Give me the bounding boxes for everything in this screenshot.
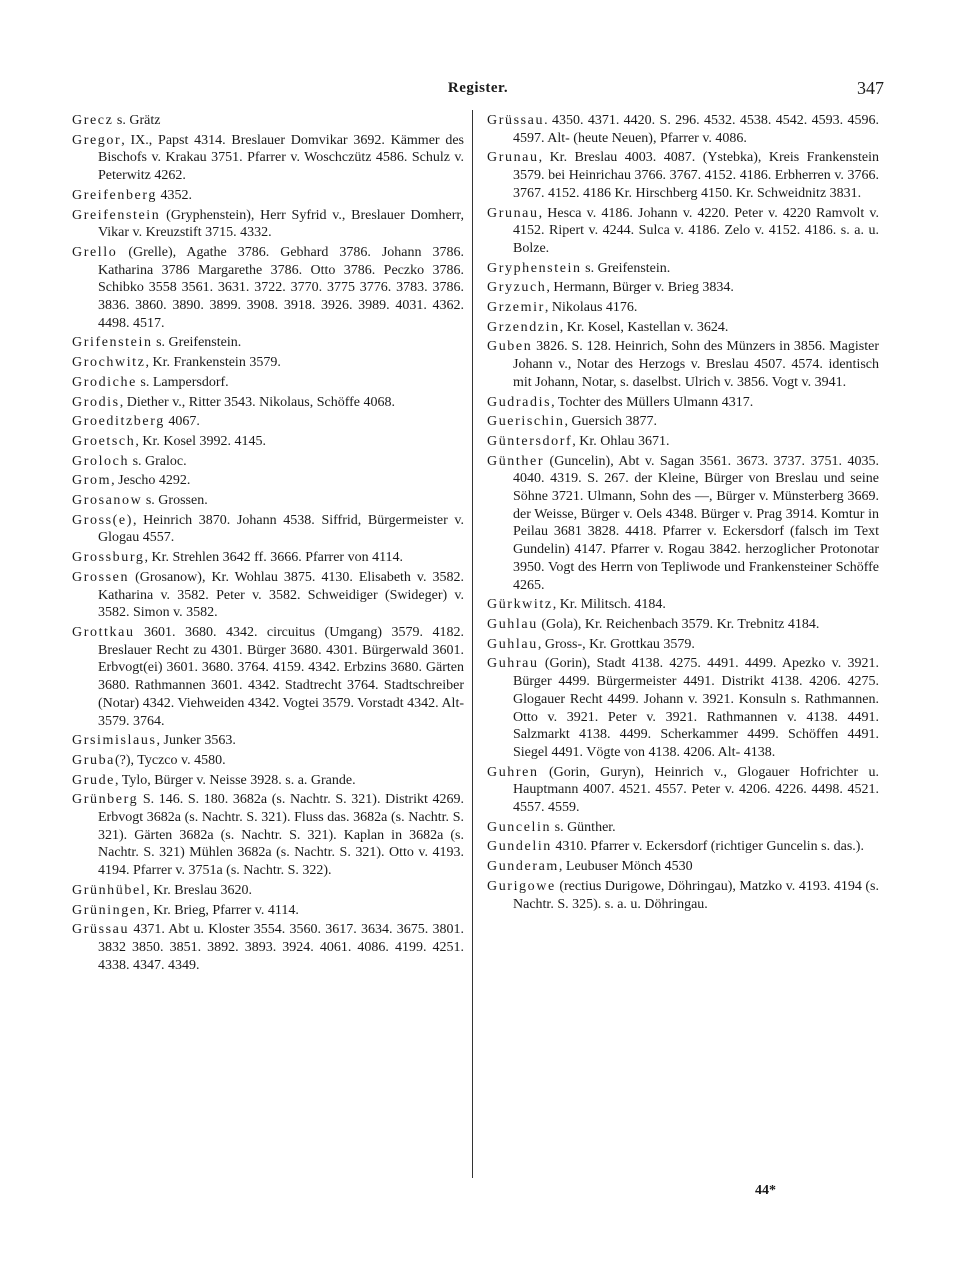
index-headword: Grunau	[487, 150, 539, 166]
index-entry	[72, 394, 464, 412]
index-entry	[487, 764, 879, 817]
index-entry	[72, 187, 464, 205]
index-entry	[487, 413, 879, 431]
index-references: , Guersich 3877.	[564, 414, 657, 430]
index-entry	[487, 112, 879, 147]
index-headword: Gudradis	[487, 394, 552, 410]
index-references: , Gross-, Kr. Grottkau 3579.	[537, 636, 695, 652]
index-entry	[487, 149, 879, 202]
index-references: , Kr. Ohlau 3671.	[572, 433, 670, 449]
index-headword: Grzemir	[487, 300, 545, 316]
index-headword: Guhrau	[487, 656, 539, 672]
index-headword: Gryphenstein	[487, 260, 582, 276]
page-header	[72, 78, 884, 102]
index-references: (Guncelin), Abt v. Sagan 3561. 3673. 3737. 3751. 4035. 4040. 4319. S. 267. der Kleine, Bürger von Breslau und seine Söhne 3721. Ulmann, Sohn des —, Bürger v. Münsterberg 3669. der Weisse, Bürger v. Oels 4348. Bürger v. Prag 3914. Komtur in Peilau 3681 3828. 4418. Pfarrer v. Eckersdorf (falsch im Text Gundelin) 4147. Pfarrer v. Rogau 3842. herzoglicher Protonotar 3950. Vogt des Herrn von Tepliwode und Frankensteiner Schöffe 4265.	[513, 453, 879, 593]
index-headword: Guben	[487, 339, 533, 355]
index-references: 4352.	[156, 187, 192, 203]
index-entry	[72, 207, 464, 242]
index-entry	[487, 394, 879, 412]
index-references: (?), Tyczco v. 4580.	[115, 752, 226, 768]
right-column	[487, 112, 879, 915]
index-references: s. Greifenstein.	[152, 335, 242, 351]
index-headword: Groloch	[72, 453, 130, 469]
left-column	[72, 112, 464, 976]
index-references: , Kr. Kosel, Kastellan v. 3624.	[559, 319, 729, 335]
index-references: , Kr. Frankenstein 3579.	[145, 355, 281, 371]
index-headword: Grunau	[487, 205, 539, 221]
index-references: , Kr. Breslau 4003. 4087. (Ystebka), Kreis Frankenstein 3579. bei Heinrichau 3766. 3767. 4152. 4186. Erbherren v. 3766. 3767. 4152. 4186 Kr. Hirschberg 4150. Kr. Schweidnitz 3831.	[513, 150, 879, 201]
index-references: , Tylo, Bürger v. Neisse 3928. s. a. Grande.	[115, 772, 356, 788]
index-references: , Kr. Brieg, Pfarrer v. 4114.	[146, 902, 299, 918]
index-headword: Guhlau	[487, 636, 538, 652]
index-headword: Grünberg	[72, 792, 139, 808]
index-headword: Grosanow	[72, 493, 143, 509]
index-entry	[72, 132, 464, 185]
index-references: (Grosanow), Kr. Wohlau 3875. 4130. Elisabeth v. 3582. Katharina v. 3582. Peter v. 3582. Schweidiger (Swideger) v. 3582. Simon v. 3582.	[98, 569, 464, 621]
index-entry	[72, 244, 464, 333]
index-references: s. Grätz	[113, 113, 161, 128]
index-entry	[72, 354, 464, 372]
index-headword: Grünhübel	[72, 882, 147, 898]
index-references: , Kr. Breslau 3620.	[146, 882, 253, 898]
index-references: 4371. Abt u. Kloster 3554. 3560. 3617. 3634. 3675. 3801. 3832 3850. 3851. 3892. 3893. 3924. 4061. 4086. 4199. 4251. 4338. 4347. 4349.	[98, 922, 464, 973]
index-entry	[487, 858, 879, 876]
index-references: , Kr. Strehlen 3642 ff. 3666. Pfarrer von 4114.	[144, 550, 404, 566]
index-entry	[72, 772, 464, 790]
index-references: s. Günther.	[551, 819, 616, 835]
index-headword: Gurigowe	[487, 878, 556, 894]
page-number: 347	[857, 78, 884, 98]
index-headword: Groeditzberg	[72, 414, 165, 430]
signature-mark: 44*	[755, 1183, 776, 1198]
index-entry	[72, 752, 464, 770]
index-entry	[72, 374, 464, 392]
index-references: . 4350. 4371. 4420. S. 296. 4532. 4538. 4542. 4593. 4596. 4597. Alt- (heute Neuen), Pfarrer v. 4086.	[513, 113, 879, 146]
index-headword: Gunderam	[487, 859, 559, 875]
index-references: , Nikolaus 4176.	[544, 300, 638, 316]
index-references: , Diether v., Ritter 3543. Nikolaus, Schöffe 4068.	[119, 394, 396, 410]
index-references: 4067.	[164, 414, 200, 430]
index-references: 4310. Pfarrer v. Eckersdorf (richtiger Guncelin s. das.).	[551, 839, 864, 855]
index-entry	[487, 636, 879, 654]
index-entry	[72, 433, 464, 451]
index-entry	[72, 882, 464, 900]
index-references: (Grelle), Agathe 3786. Gebhard 3786. Johann 3786. Katharina 3786 Margarethe 3786. Otto 3786. Peczko 3786. Schibko 3558 3561. 3631. 3722. 3770. 3775 3776. 3783. 3786. 3836. 3860. 3890. 3899. 3908. 3918. 3926. 3989. 4031. 4362. 4498. 4517.	[98, 244, 464, 331]
index-headword: Guerischin	[487, 414, 565, 430]
index-headword: Groetsch	[72, 433, 136, 449]
index-entry	[487, 319, 879, 337]
index-headword: Grodis	[72, 394, 120, 410]
index-headword: Grsimislaus	[72, 733, 157, 749]
index-entry	[72, 921, 464, 974]
index-entry	[72, 472, 464, 490]
index-references: , Heinrich 3870. Johann 4538. Siffrid, Bürgermeister v. Glogau 4557.	[98, 512, 464, 546]
column-divider	[472, 110, 473, 1178]
index-entry	[487, 655, 879, 761]
index-headword: Gryzuch	[487, 280, 547, 296]
index-headword: Grecz	[72, 113, 114, 128]
index-references: , Hesca v. 4186. Johann v. 4220. Peter v. 4220 Ramvolt v. 4152. Ripert v. 4244. Sulca v. 4186. Zelo v. 4152. 4186. s. a. u. Bolze.	[513, 205, 879, 256]
index-entry	[487, 433, 879, 451]
index-headword: Grochwitz	[72, 355, 146, 371]
index-headword: Gürkwitz	[487, 597, 553, 613]
index-entry	[487, 260, 879, 278]
index-headword: Gross(e)	[72, 512, 134, 528]
index-headword: Grom	[72, 473, 112, 489]
index-entry	[72, 453, 464, 471]
index-headword: Grüssau	[487, 113, 545, 128]
index-references: , Hermann, Bürger v. Brieg 3834.	[546, 280, 734, 296]
index-entry	[72, 624, 464, 730]
index-references: (Gryphenstein), Herr Syfrid v., Breslauer Domherr, Vikar v. Kreuzstift 3715. 4332.	[98, 207, 464, 241]
index-references: , Leubuser Mönch 4530	[558, 859, 693, 875]
index-references: (rectius Durigowe, Döhringau), Matzko v. 4193. 4194 (s. Nachtr. S. 325). s. a. u. Döhringau.	[513, 878, 879, 912]
index-headword: Guhlau	[487, 616, 538, 632]
index-headword: Guhren	[487, 764, 539, 780]
index-entry	[487, 596, 879, 614]
index-headword: Grossburg	[72, 550, 145, 566]
index-entry	[487, 279, 879, 297]
index-references: , Tochter des Müllers Ulmann 4317.	[551, 394, 754, 410]
index-references: (Gola), Kr. Reichenbach 3579. Kr. Trebnitz 4184.	[537, 616, 820, 632]
index-entry	[487, 616, 879, 634]
index-headword: Gruba	[72, 752, 115, 768]
index-references: (Gorin), Stadt 4138. 4275. 4491. 4499. Apezko v. 3921. Bürger 4499. Bürgermeister 4491. Distrikt 4138. 4206. 4275. Glogauer Recht 4499. Johann v. 3921. Konsuln s. Rathmannen. Otto v. 3921. Peter v. 3921. Rathmannen v. 4138. 4491. Salzmarkt 4138. 4499. Scherkammer 4499. Schöffen 4491. Siegel 4491. Vögte von 4138. 4206. Alt- 4138.	[513, 656, 879, 760]
index-entry	[72, 413, 464, 431]
index-references: , Kr. Militsch. 4184.	[552, 597, 666, 613]
index-headword: Günther	[487, 453, 545, 469]
index-references: 3826. S. 128. Heinrich, Sohn des Münzers in 3856. Magister Johann v., Notar des Herzogs v. Breslau 4507. 4574. identisch mit Johann, Notar, s. daselbst. Ulrich v. 3856. Vogt v. 3941.	[513, 339, 879, 390]
index-references: , IX., Papst 4314. Breslauer Domvikar 3692. Kämmer des Bischofs v. Krakau 3751. Pfarrer v. Woschczütz 4586. Schulz v. Peterwitz 4262.	[98, 132, 464, 184]
index-entry	[487, 838, 879, 856]
index-references: s. Grossen.	[142, 493, 208, 509]
running-title: Register.	[447, 80, 509, 96]
index-headword: Greifenstein	[72, 207, 161, 223]
index-references: S. 146. S. 180. 3682a (s. Nachtr. S. 321). Distrikt 4269. Erbvogt 3682a (s. Nachtr. S. 321). Fluss das. 3682a (s. Nachtr. S. 321). Gärten 3682a (s. Nachtr. S. 321). Kaplan in 3682a (s. Nachtr. S. 321) Mühlen 3682a (s. Nachtr. S. 321). Otto v. 4193. 4194. Pfarrer v. 3751a (s. Nachtr. S. 322).	[98, 792, 464, 879]
index-entry	[72, 549, 464, 567]
index-references: , Jescho 4292.	[111, 473, 191, 489]
index-headword: Grello	[72, 244, 118, 260]
index-references: s. Lampersdorf.	[136, 374, 229, 390]
index-headword: Grifenstein	[72, 335, 153, 351]
index-references: s. Graloc.	[129, 453, 187, 469]
index-references: , Kr. Kosel 3992. 4145.	[135, 433, 267, 449]
index-entry	[72, 492, 464, 510]
index-headword: Gundelin	[487, 839, 552, 855]
index-headword: Grodiche	[72, 374, 137, 390]
index-headword: Grossen	[72, 569, 130, 585]
index-headword: Grude	[72, 772, 115, 788]
index-headword: Grüningen	[72, 902, 147, 918]
index-entry	[72, 732, 464, 750]
index-entry	[487, 878, 879, 913]
index-entry	[72, 512, 464, 547]
index-entry	[72, 334, 464, 352]
index-entry	[72, 791, 464, 880]
index-entry	[487, 453, 879, 595]
index-entry	[72, 112, 464, 130]
index-references: (Gorin, Guryn), Heinrich v., Glogauer Hofrichter u. Hauptmann 4007. 4521. 4557. Peter v. 4206. 4226. 4498. 4521. 4557. 4559.	[513, 764, 879, 816]
index-entry	[72, 569, 464, 622]
index-entry	[72, 902, 464, 920]
index-references: , Junker 3563.	[156, 733, 236, 749]
index-references: s. Greifenstein.	[581, 260, 671, 276]
index-headword: Grzendzin	[487, 319, 560, 335]
index-headword: Güntersdorf	[487, 433, 573, 449]
index-headword: Gregor	[72, 132, 122, 148]
index-headword: Guncelin	[487, 819, 552, 835]
index-entry	[487, 338, 879, 391]
index-headword: Grottkau	[72, 624, 135, 640]
index-entry	[487, 299, 879, 317]
index-headword: Grüssau	[72, 922, 130, 938]
index-entry	[487, 819, 879, 837]
index-entry	[487, 205, 879, 258]
index-references: 3601. 3680. 4342. circuitus (Umgang) 3579. 4182. Breslauer Recht zu 4301. Bürger 3680. 4301. Bürgerwald 3601. Erbvogt(ei) 3601. 3680. 3764. 4159. 4342. Erbzins 3680. Gärten 3680. Rathmannen 3601. 4342. Stadtrecht 3764. Stadtschreiber (Notar) 4342. Viehweiden 4342. Vogtei 3579. Vorstadt 4342. Alt- 3579. 3764.	[98, 624, 464, 729]
index-headword: Greifenberg	[72, 187, 157, 203]
